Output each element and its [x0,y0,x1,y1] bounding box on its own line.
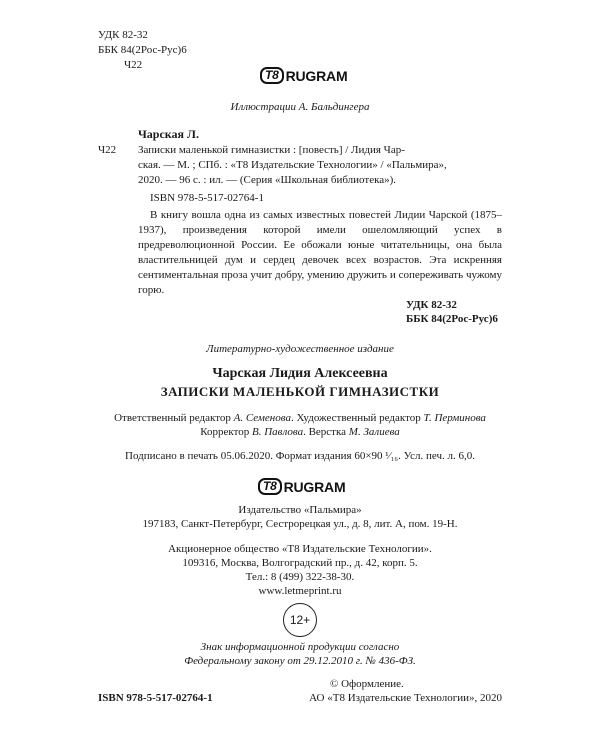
print-info: Подписано в печать 05.06.2020. Формат издания 60×90 ¹⁄₁₆. Усл. печ. л. 6,0. [125,450,475,462]
art-editor-name: Т. Перминова [423,412,486,424]
proofreader-name: В. Павлова [252,426,304,438]
illustrator-credit: Иллюстрации А. Бальдингера [230,101,370,113]
copyright-line2: АО «Т8 Издательские Технологии», 2020 [309,692,502,704]
law-notice-line1: Знак информационной продукции согласно [200,641,400,653]
catalog-line: Записки маленькой гимназистки : [повесть] / Лидия Чар- [138,144,405,156]
printer-site: www.letmeprint.ru [258,585,342,597]
publisher-logo-bottom [258,478,345,495]
editor-name: А. Семенова [233,412,291,424]
age-rating-badge: 12+ [283,603,317,637]
logo-badge: T8 [258,478,282,495]
footer-isbn: ISBN 978-5-517-02764-1 [98,692,213,704]
credits-line-proof: Корректор В. Павлова. Верстка М. Залиева [200,426,400,438]
catalog-line: ская. — М. ; СПб. : «Т8 Издательские Технологии» / «Пальмира», [138,159,447,171]
catalog-mark: Ч22 [98,144,117,156]
printer-name: Акционерное общество «Т8 Издательские Технологии». [168,543,432,555]
printer-phone: Тел.: 8 (499) 322-38-30. [245,571,355,583]
bbk-code: ББК 84(2Рос-Рус)6 [98,44,187,56]
logo-text: RUGRAM [283,478,346,495]
catalog-description [138,143,502,188]
publisher-address: 197183, Санкт-Петербург, Сестрорецкая ул., д. 8, лит. А, пом. 19-Н. [142,518,458,530]
udk-code: УДК 82-32 [98,29,148,41]
author-mark: Ч22 [124,59,143,71]
logo-text: RUGRAM [285,67,348,84]
catalog-author: Чарская Л. [138,127,199,141]
catalog-annotation: В книгу вошла одна из самых известных повестей Лидии Чарской (1875–1937), произведения которой имели ошеломляющий успех в предреволюционной России. Ее обожали юные читательницы, она была властительницей дум и сердец девочек всех возрастов. Эта искренняя сентиментальная проза учит добру, умению дружить и сопереживать чужому горю. [138,209,502,296]
catalog-isbn: ISBN 978-5-517-02764-1 [150,192,264,204]
printer-address: 109316, Москва, Волгоградский пр., д. 42, корп. 5. [182,557,418,569]
law-notice-line2: Федеральному закону от 29.12.2010 г. № 436-ФЗ. [184,655,416,667]
author-full-name: Чарская Лидия Алексеевна [212,366,388,381]
bbk-code-right: ББК 84(2Рос-Рус)6 [406,313,498,325]
udk-code-right: УДК 82-32 [406,299,457,311]
edition-type: Литературно-художественное издание [206,343,394,355]
credits-line-editors: Ответственный редактор А. Семенова. Художественный редактор Т. Перминова [114,412,486,424]
publisher-logo-top [260,67,347,84]
copyright-line1: © Оформление. [330,678,404,690]
logo-badge: T8 [260,67,284,84]
publisher-name: Издательство «Пальмира» [238,504,362,516]
layout-name: М. Залиева [348,426,400,438]
book-title: ЗАПИСКИ МАЛЕНЬКОЙ ГИМНАЗИСТКИ [160,384,440,399]
catalog-line: 2020. — 96 с. : ил. — (Серия «Школьная библиотека»). [138,174,397,186]
